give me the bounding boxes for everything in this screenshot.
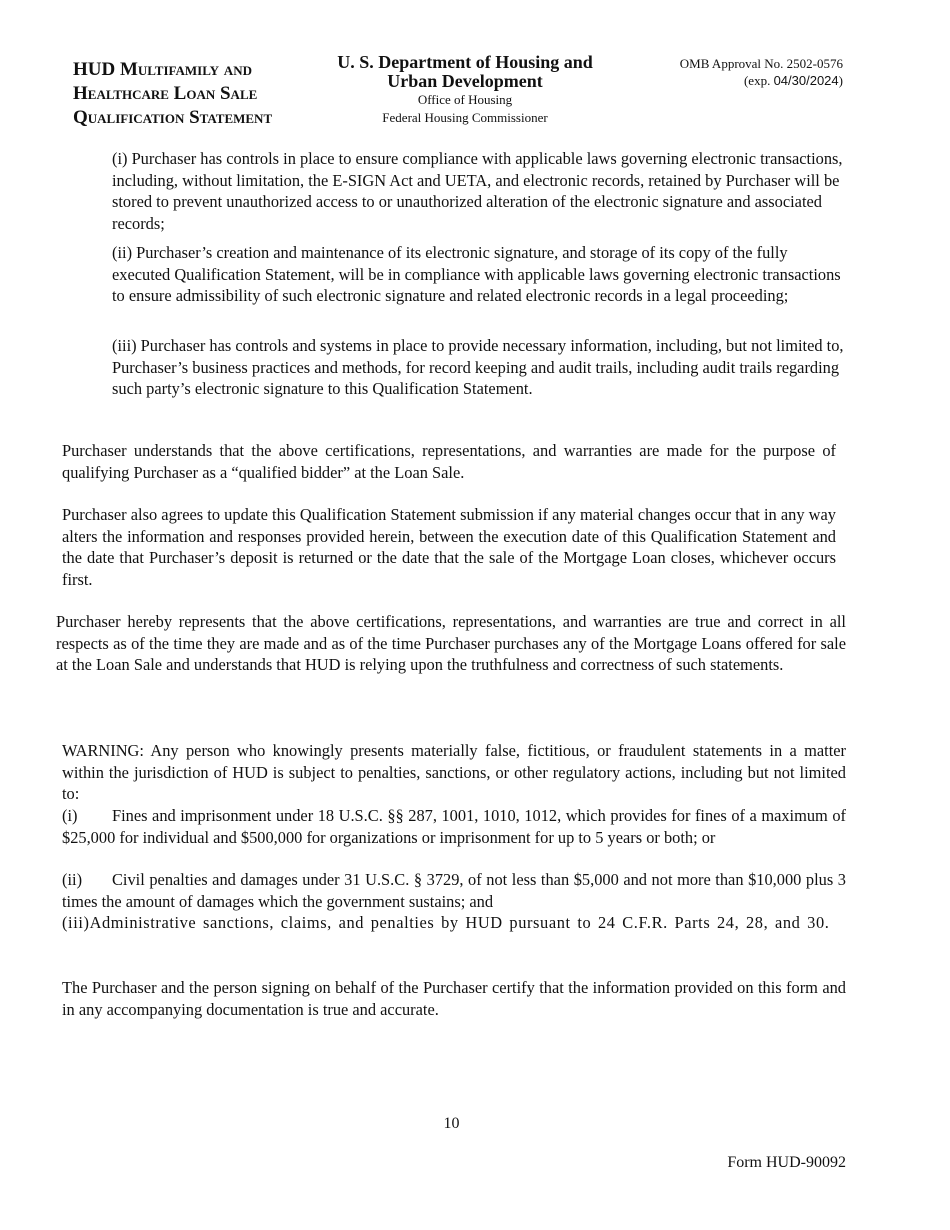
exp-prefix: (exp. (743, 73, 774, 88)
warning-intro: WARNING: Any person who knowingly presents materially false, fictitious, or fraudulent statements in a matter within the jurisdiction of HUD is subject to penalties, sanctions, or other regulatory actions, including but not limited to: (62, 741, 846, 804)
warning-item-i (62, 805, 846, 848)
office-name: Office of Housing (417, 92, 513, 107)
omb-approval (600, 55, 843, 89)
certification-item-i: (i) Purchaser has controls in place to ensure compliance with applicable laws governing electronic transactions, including, without limitation, the E-SIGN Act and UETA, and electronic records, retained by Purchaser will be stored to prevent unauthorized access to or unauthorized alteration of the electronic signature and associated records; (112, 149, 843, 233)
warning-item-i-label: (i) (62, 806, 78, 825)
agency-header (320, 53, 610, 127)
agency-name-line-1: U. S. Department of Housing and (337, 52, 593, 72)
warning-item-ii (62, 869, 846, 912)
paragraph-represents: Purchaser hereby represents that the above certifications, representations, and warranties are true and correct in all respects as of the time they are made and as of the time Purchaser purchases any of the Mortgage Loans offered for sale at the Loan Sale and understands that HUD is relying upon the truthfulness and correctness of such statements. (56, 612, 846, 675)
form-title-line-1: HUD Multifamily and (73, 59, 252, 80)
commissioner-name: Federal Housing Commissioner (382, 110, 548, 125)
exp-suffix: ) (838, 73, 843, 88)
form-title (73, 58, 323, 130)
certification-item-ii: (ii) Purchaser’s creation and maintenance of its electronic signature, and storage of its copy of the fully executed Qualification Statement, will be in compliance with applicable laws governing electronic transactions to ensure admissibility of such electronic signature and related electronic records in a legal proceeding; (112, 243, 841, 306)
warning-item-ii-label: (ii) (62, 870, 83, 889)
form-number: Form HUD-90092 (727, 1154, 846, 1171)
omb-number: OMB Approval No. 2502-0576 (679, 56, 843, 71)
warning-item-ii-text: Civil penalties and damages under 31 U.S.C. § 3729, of not less than $5,000 and not more than $10,000 plus 3 times the amount of damages which the government sustains; and (62, 870, 846, 911)
exp-date: 04/30/2024 (773, 73, 839, 88)
certification-item-iii: (iii) Purchaser has controls and systems in place to provide necessary information, including, but not limited to, Purchaser’s business practices and methods, for record keeping and audit trails, including audit trails regarding such party’s electronic signature to this Qualification Statement. (112, 336, 844, 399)
paragraph-understands: Purchaser understands that the above certifications, representations, and warranties are made for the purpose of qualifying Purchaser as a “qualified bidder” at the Loan Sale. (62, 441, 836, 482)
warning-item-iii: (iii)Administrative sanctions, claims, and penalties by HUD pursuant to 24 C.F.R. Parts 24, 28, and 30. (62, 913, 830, 932)
agency-name-line-2: Urban Development (387, 71, 543, 91)
page-number: 10 (443, 1115, 460, 1132)
form-title-line-3: Qualification Statement (73, 107, 273, 128)
form-title-line-2: Healthcare Loan Sale (73, 83, 258, 104)
paragraph-update: Purchaser also agrees to update this Qualification Statement submission if any material changes occur that in any way alters the information and responses provided herein, between the execution date of this Qualification Statement and the date that Purchaser’s deposit is returned or the date that the sale of the Mortgage Loan closes, whichever occurs first. (62, 505, 836, 589)
omb-expiration (600, 72, 843, 89)
warning-item-i-text: Fines and imprisonment under 18 U.S.C. §§ 287, 1001, 1010, 1012, which provides for fines of a maximum of $25,000 for individual and $500,000 for organizations or imprisonment for up to 5 years or both; or (62, 806, 846, 847)
certify-statement: The Purchaser and the person signing on behalf of the Purchaser certify that the information provided on this form and in any accompanying documentation is true and accurate. (62, 978, 846, 1019)
